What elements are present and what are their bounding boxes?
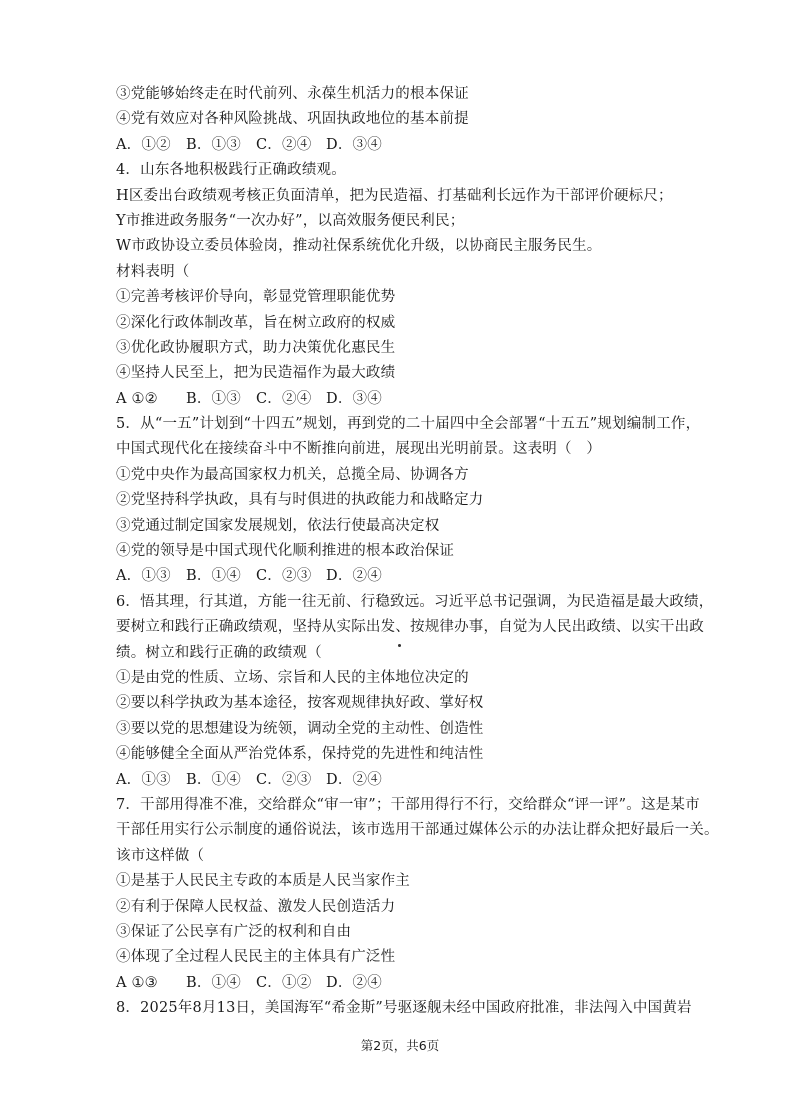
q6-stem-3: 绩。树立和践行正确的政绩观（ (116, 644, 322, 661)
option-d: D．③④ (326, 136, 382, 153)
q7-item-1: ①是基于人民民主专政的本质是人民当家作主 (116, 873, 410, 890)
page-footer: 第2页，共6页 (360, 1038, 440, 1053)
q3-item-4: ④党有效应对各种风险挑战、巩固执政地位的基本前提 (116, 111, 469, 128)
option-b: B．①③ (186, 390, 241, 407)
option-a: A ①② (116, 390, 158, 407)
q4-material-1: H区委出台政绩观考核正负面清单，把为民造福、打基础利长远作为干部评价硬标尺； (116, 187, 673, 204)
q7-item-3: ③保证了公民享有广泛的权利和自由 (116, 923, 352, 940)
q5-item-3: ③党通过制定国家发展规划，依法行使最高决定权 (116, 517, 440, 534)
q3-item-3: ③党能够始终走在时代前列、永葆生机活力的根本保证 (116, 86, 469, 102)
option-d: D．③④ (326, 390, 382, 407)
q6-item-2: ②要以科学执政为基本途径，按客观规律执好政、掌好权 (116, 695, 484, 712)
q7-item-2: ②有利于保障人民权益、激发人民创造活力 (116, 898, 396, 915)
option-a: A．①③ (116, 568, 171, 585)
option-d: D．②④ (326, 568, 382, 585)
q4-options (116, 387, 696, 412)
option-c: C．②③ (256, 568, 312, 585)
option-b: B．①④ (186, 771, 241, 788)
q7-stem-1: 7．干部用得准不准，交给群众“审一审”；干部用得行不行，交给群众“评一评”。这是某市 (116, 796, 700, 813)
option-c: C．②④ (256, 136, 312, 153)
q7-options (116, 971, 696, 996)
option-c: C．①② (256, 974, 312, 991)
option-b: B．①③ (186, 136, 241, 153)
q7-item-4: ④体现了全过程人民民主的主体具有广泛性 (116, 949, 396, 966)
q4-material-3: W市政协设立委员体验岗，推动社保系统优化升级，以协商民主服务民生。 (116, 238, 602, 255)
q7-stem-3: 该市这样做（ (116, 847, 205, 864)
q6-item-3: ③要以党的思想建设为统领，调动全党的主动性、创造性 (116, 720, 484, 737)
q4-stem: 4．山东各地积极践行正确政绩观。 (116, 162, 346, 179)
q6-stem-2: 要树立和践行正确政绩观，坚持从实际出发、按规律办事，自觉为人民出政绩、以实干出政 (116, 619, 704, 636)
q5-stem-1: 5．从“一五”计划到“十四五”规划，再到党的二十届四中全会部署“十五五”规划编制工作， (116, 416, 701, 433)
q4-item-4: ④坚持人民至上，把为民造福作为最大政绩 (116, 365, 396, 382)
q5-item-4: ④党的领导是中国式现代化顺利推进的根本政治保证 (116, 543, 455, 560)
option-d: D．②④ (326, 974, 382, 991)
q6-options (116, 768, 696, 793)
option-c: C．②③ (256, 771, 312, 788)
q5-options (116, 564, 696, 589)
q4-item-2: ②深化行政体制改革，旨在树立政府的权威 (116, 314, 396, 331)
q5-stem-2: 中国式现代化在接续奋斗中不断推向前进，展现出光明前景。这表明（ ） (116, 441, 602, 458)
scan-speck (398, 644, 401, 647)
q6-item-4: ④能够健全全面从严治党体系，保持党的先进性和纯洁性 (116, 746, 484, 763)
q7-stem-2: 干部任用实行公示制度的通俗说法，该市选用干部通过媒体公示的办法让群众把好最后一关。 (116, 822, 719, 839)
page-content (116, 82, 719, 1021)
q4-material-2: Y市推进政务服务“一次办好”，以高效服务便民利民； (116, 212, 465, 229)
q6-item-1: ①是由党的性质、立场、宗旨和人民的主体地位决定的 (116, 669, 469, 686)
option-a: A．①② (116, 136, 171, 153)
q3-options (116, 133, 696, 158)
option-d: D．②④ (326, 771, 382, 788)
q5-item-1: ①党中央作为最高国家权力机关，总揽全局、协调各方 (116, 466, 469, 483)
option-b: B．①④ (186, 568, 241, 585)
option-c: C．②④ (256, 390, 312, 407)
q8-stem-1: 8．2025年8月13日，美国海军“希金斯”号驱逐舰未经中国政府批准，非法闯入中国黄岩 (116, 1000, 692, 1017)
q4-item-1: ①完善考核评价导向，彰显党管理职能优势 (116, 289, 396, 306)
option-a: A ①③ (116, 974, 158, 991)
q4-ask: 材料表明（ (116, 263, 190, 280)
q4-item-3: ③优化政协履职方式，助力决策优化惠民生 (116, 339, 396, 356)
option-a: A．①③ (116, 771, 171, 788)
q6-stem-1: 6．悟其理，行其道，方能一往无前、行稳致远。习近平总书记强调，为民造福是最大政绩， (116, 593, 714, 610)
option-b: B．①④ (186, 974, 241, 991)
q5-item-2: ②党坚持科学执政，具有与时俱进的执政能力和战略定力 (116, 492, 484, 509)
